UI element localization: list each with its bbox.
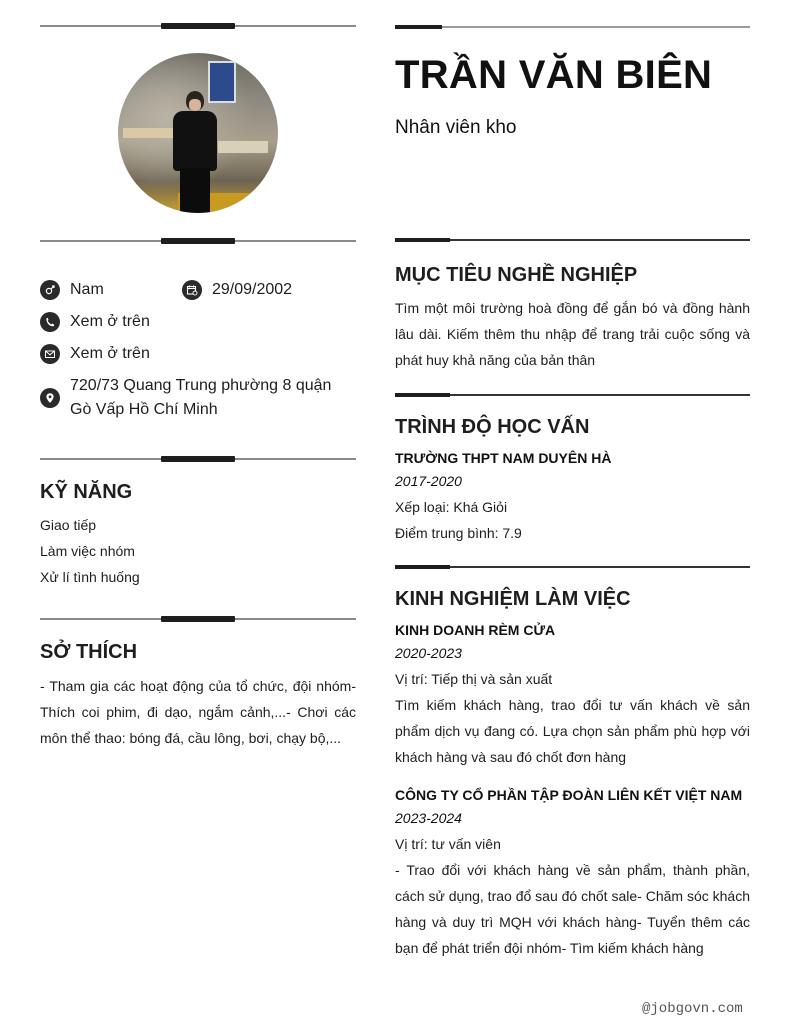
skills-title: KỸ NĂNG	[40, 481, 133, 503]
objective-text: Tìm một môi trường hoà đồng để gắn bó và đồng hành lâu dài. Kiếm thêm thu nhập để trang trải cuộc sống và phát huy khả năng của bản thân	[395, 300, 750, 368]
job-description: Tìm kiếm khách hàng, trao đổi tư vấn khách về sản phẩm dịch vụ đang có. Lựa chọn sản phẩm phù hợp với khách hàng và sau đó chốt đơn hàng	[395, 697, 750, 765]
skill-item: Giao tiếp	[40, 517, 97, 533]
school-name: TRƯỜNG THPT NAM DUYÊN HÀ	[395, 450, 612, 466]
divider	[395, 238, 750, 243]
skill-item: Xử lí tình huống	[40, 569, 140, 585]
phone-row	[40, 310, 150, 334]
phone-value: Xem ở trên	[70, 313, 150, 330]
experience-title: KINH NGHIỆM LÀM VIỆC	[395, 588, 631, 610]
email-icon	[40, 344, 60, 364]
calendar-icon	[182, 280, 202, 300]
job-description: - Trao đổi với khách hàng về sản phẩm, thành phần, cách sử dụng, trao đổ sau đó chốt sale- Chăm sóc khách hàng và duy trì MQH với khách hàng- Tuyển thêm các bạn để phát triển đội nhóm- Tìm kiếm khách hàng	[395, 862, 750, 956]
job-entry	[395, 620, 750, 770]
job-period: 2020-2023	[395, 645, 462, 661]
job-entry	[395, 785, 750, 961]
education-title: TRÌNH ĐỘ HỌC VẤN	[395, 416, 590, 438]
divider	[395, 25, 750, 30]
birthday-value: 29/09/2002	[212, 281, 293, 298]
education-gpa: Điểm trung bình: 7.9	[395, 525, 522, 541]
address-value: 720/73 Quang Trung phường 8 quận Gò Vấp Hồ Chí Minh	[70, 377, 332, 418]
email-value: Xem ở trên	[70, 345, 150, 362]
objective-title: MỤC TIÊU NGHỀ NGHIỆP	[395, 264, 638, 286]
divider	[40, 615, 356, 623]
birthday-row	[182, 278, 292, 302]
job-org: KINH DOANH RÈM CỬA	[395, 622, 556, 638]
hobbies-title: SỞ THÍCH	[40, 641, 138, 663]
gender-row	[40, 278, 104, 302]
email-row	[40, 342, 150, 366]
divider	[40, 22, 356, 30]
candidate-name: TRẦN VĂN BIÊN	[395, 53, 713, 97]
divider	[40, 455, 356, 463]
watermark: @jobgovn.com	[642, 1001, 743, 1017]
candidate-role: Nhân viên kho	[395, 117, 517, 138]
job-org: CÔNG TY CỔ PHẦN TẬP ĐOÀN LIÊN KẾT VIỆT NAM	[395, 787, 743, 803]
avatar	[118, 53, 278, 213]
job-position: Vị trí: tư vấn viên	[395, 836, 501, 852]
address-row	[40, 374, 356, 422]
divider	[40, 237, 356, 245]
education-rank: Xếp loại: Khá Giỏi	[395, 499, 508, 515]
job-period: 2023-2024	[395, 810, 462, 826]
gender-value: Nam	[70, 281, 104, 298]
phone-icon	[40, 312, 60, 332]
skill-item: Làm việc nhóm	[40, 543, 135, 559]
job-position: Vị trí: Tiếp thị và sản xuất	[395, 671, 553, 687]
divider	[395, 393, 750, 398]
hobbies-text: - Tham gia các hoạt động của tổ chức, đội nhóm- Thích coi phim, đi dạo, ngắm cảnh,...- Chơi các môn thể thao: bóng đá, cầu lông, bơi, chạy bộ,...	[40, 678, 356, 746]
skills-list	[40, 512, 140, 590]
location-icon	[40, 388, 60, 408]
divider	[395, 565, 750, 570]
education-period: 2017-2020	[395, 473, 462, 489]
education-entry	[395, 448, 750, 546]
gender-icon	[40, 280, 60, 300]
